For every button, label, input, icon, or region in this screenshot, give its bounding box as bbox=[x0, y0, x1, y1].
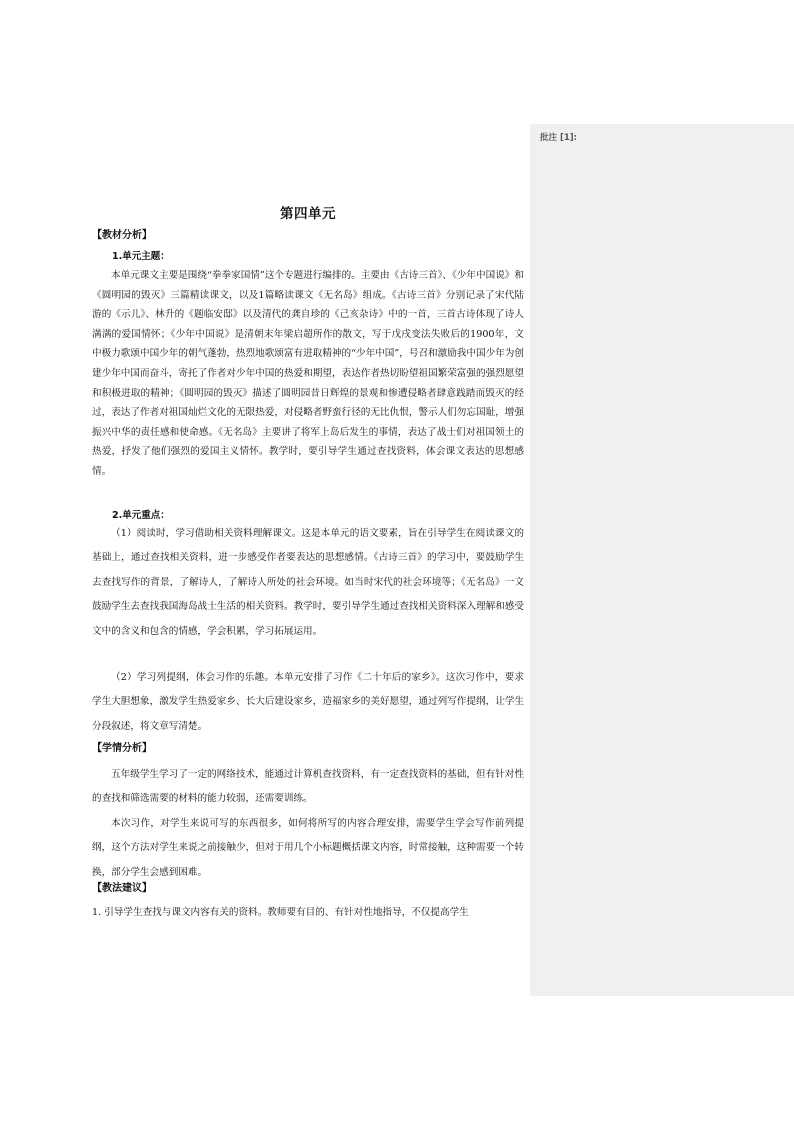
focus-heading: 2.单元重点： bbox=[112, 510, 170, 521]
section-heading-student: 【学情分析】 bbox=[92, 743, 152, 754]
focus-paragraph-1: （1）阅读时，学习借助相关资料理解课文。这是本单元的语文要素，旨在引导学生在阅读课文的基础上，通过查找相关资料，进一步感受作者要表达的思想感情。《古诗三首》的学习中，要鼓励学生去查找写作的背景，了解诗人，了解诗人所处的社会环境。如当时宋代的社会环境等；《无名岛》一文鼓励学生去查找我国海岛战士生活的相关资料。教学时，要引导学生通过查找相关资料深入理解和感受文中的含义和包含的情感，学会积累，学习拓展运用。 bbox=[92, 528, 524, 637]
section-heading-advice: 【教法建议】 bbox=[92, 883, 152, 894]
theme-heading: 1.单元主题： bbox=[112, 251, 170, 262]
student-paragraph-2: 本次习作，对学生来说可写的东西很多，如何将所写的内容合理安排，需要学生学会写作前列提纲，这个方法对学生来说之前接触少，但对于用几个小标题概括课文内容，时常接触，这种需要一个转换，部分学生会感到困难。 bbox=[92, 818, 524, 878]
section-heading-analysis: 【教材分析】 bbox=[92, 230, 152, 241]
theme-paragraph: 本单元课文主要是围绕“拳拳家国情”这个专题进行编排的。主要由《古诗三首》、《少年中国说》和《圆明园的毁灭》三篇精读课文，以及1篇略读课文《无名岛》组成。《古诗三首》分别记录了宋代陆游的《示儿》、林升的《题临安邸》以及清代的龚自珍的《己亥杂诗》中的一首，三首古诗体现了诗人满满的爱国情怀；《少年中国说》是清朝末年梁启超所作的散文，写于戊戌变法失败后的1900年，文中极力歌颂中国少年的朝气蓬勃，热烈地歌颂富有进取精神的“少年中国”，号召和激励我中国少年为创建少年中国而奋斗，寄托了作者对少年中国的热爱和期望，表达作者热切盼望祖国繁荣富强的强烈愿望和积极进取的精神；《圆明园的毁灭》描述了圆明园昔日辉煌的景观和惨遭侵略者肆意践踏而毁灭的经过，表达了作者对祖国灿烂文化的无限热爱，对侵略者野蛮行径的无比仇恨，警示人们勿忘国耻，增强振兴中华的责任感和使命感。《无名岛》主要讲了将军上岛后发生的事情，表达了战士们对祖国领土的热爱，抒发了他们强烈的爱国主义情怀。教学时，要引导学生通过查找资料，体会课文表达的思想感情。 bbox=[92, 270, 524, 477]
comment-title: 批注 [1]: bbox=[540, 133, 578, 143]
advice-paragraph-1: 1. 引导学生查找与课文内容有关的资料。教师要有目的、有针对性地指导，不仅提高学生 bbox=[92, 907, 469, 918]
student-paragraph-1: 五年级学生学习了一定的网络技术，能通过计算机查找资料，有一定查找资料的基础，但有针对性的查找和筛选需要的材料的能力较弱，还需要训练。 bbox=[92, 769, 524, 805]
document-title: 第四单元 bbox=[280, 206, 336, 222]
focus-paragraph-2: （2）学习列提纲，体会习作的乐趣。本单元安排了习作《二十年后的家乡》。这次习作中，要求学生大胆想象，激发学生热爱家乡、长大后建设家乡，造福家乡的美好愿望，通过列写作提纲，让学生分段叙述，将文章写清楚。 bbox=[92, 672, 524, 732]
comment-pane bbox=[530, 124, 794, 996]
